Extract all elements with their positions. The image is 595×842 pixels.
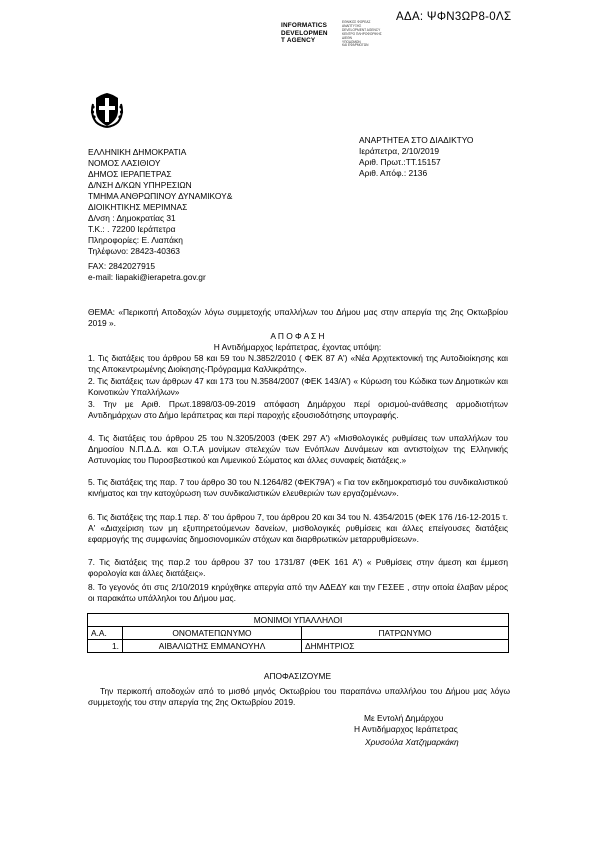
- logo-line: T AGENCY: [281, 37, 316, 45]
- header-line: ΤΜΗΜΑ ΑΝΘΡΩΠΙΝΟΥ ΔΥΝΑΜΙΚΟΥ&: [88, 191, 233, 201]
- list-item: 1. Τις διατάξεις του άρθρου 58 και 59 του Ν.3852/2010 ( ΦΕΚ 87 Α') «Νέα Αρχιτεκτονική της Αυτοδιοίκησης και της Αποκεντρωμένης Διοίκησης-Πρόγραμμα Καλλικράτης».: [88, 353, 508, 374]
- signature-name: Χρυσούλα Χατζημαρκάκη: [365, 737, 459, 747]
- table-row: [88, 640, 509, 653]
- logo-small-line: ΥΠΟΔΟΜΩΝ: [342, 39, 361, 44]
- logo-small-line: ΚΕΝΤΡΟ ΠΛΗΡΟΦΟΡΙΚΗΣ: [342, 31, 382, 36]
- table-header-row: [88, 627, 509, 640]
- cell-aa: 1.: [88, 640, 123, 653]
- protocol-number: Αριθ. Πρωτ.:ΤΤ.15157: [359, 157, 441, 167]
- cell-father: ΔΗΜΗΤΡΙΟΣ: [302, 640, 509, 653]
- left-header: [88, 147, 232, 283]
- list-item: 8. Το γεγονός ότι στις 2/10/2019 κηρύχθηκε απεργία από την ΑΔΕΔΥ και την ΓΕΣΕΕ , στην οποία έλαβαν μέρος οι παρακάτω υπάλληλοι του Δήμου μας.: [88, 582, 508, 603]
- list-item: 4. Τις διατάξεις του άρθρου 25 του Ν.3205/2003 (ΦΕΚ 297 Α') «Μισθολογικές ρυθμίσεις των υπαλλήλων του Δημοσίου Ν.Π.Δ.Δ. και Ο.Τ.Α μονίμων στελεχών των Ενόπλων Δυνάμεων και αντιστοίχων της Ελληνικής Αστυνομίας του Πυροσβεστικού και Λιμενικού Σώματος και άλλες συναφείς διατάξεις.»: [88, 433, 508, 465]
- list-item: 6. Τις διατάξεις της παρ.1 περ. δ' του άρθρου 7, του άρθρου 20 και 34 του Ν. 4354/2015 (ΦΕΚ 176 /16-12-2015 τ. Α' «Διαχείριση των μη εξυπηρετούμενων δανείων, μισθολογικές ρυθμίσεις και άλλες επείγουσες διατάξεις εφαρμογής της συμφωνίας δημοσιονομικών στόχων και διαρθρωτικών μεταρρυθμίσεων».: [88, 512, 508, 544]
- ada-code: ΑΔΑ: ΨΦΝ3ΩΡ8-0ΛΣ: [396, 11, 512, 23]
- intro-line: Η Αντιδήμαρχος Ιεράπετρας, έχοντας υπόψη:: [213, 342, 382, 352]
- col-header-name: ΟΝΟΜΑΤΕΠΩΝΥΜΟ: [123, 627, 302, 640]
- header-line: e-mail: liapaki@ierapetra.gov.gr: [88, 272, 206, 282]
- logo-line: DEVELOPMEN: [281, 29, 328, 37]
- table-title: ΜΟΝΙΜΟΙ ΥΠΑΛΛΗΛΟΙ: [88, 614, 509, 627]
- header-line: FAX: 2842027915: [88, 261, 156, 271]
- header-line: Πληροφορίες: Ε. Λιαπάκη: [88, 235, 183, 245]
- agency-logo-small-text: [342, 21, 382, 48]
- signature-role: Η Αντιδήμαρχος Ιεράπετρας: [354, 724, 458, 734]
- list-item: 2. Τις διατάξεις των άρθρων 47 και 173 του Ν.3584/2007 (ΦΕΚ 143/Α') « Κύρωση του Κώδικα των Δημοτικών και Κοινοτικών Υπαλλήλων»: [88, 376, 508, 397]
- agency-logo-text: [281, 22, 328, 45]
- col-header-aa: Α.Α.: [88, 627, 123, 640]
- signature-authority: Με Εντολή Δημάρχου: [364, 713, 444, 723]
- posting-note: ΑΝΑΡΤΗΤΕΑ ΣΤΟ ΔΙΑΔΙΚΤΥΟ: [359, 135, 474, 145]
- logo-small-line: DEVELOPMENT AGENCY: [342, 27, 381, 32]
- header-line: ΝΟΜΟΣ ΛΑΣΙΘΙΟΥ: [88, 158, 161, 168]
- logo-small-line: ΑΝΑΠΤΥΞΗΣ: [342, 23, 362, 28]
- logo-small-line: ΕΘΝΙΚΟΣ ΦΟΡΕΑΣ: [342, 20, 371, 24]
- decide-title: ΑΠΟΦΑΣΙΖΟΥΜΕ: [263, 671, 332, 681]
- list-item: 3. Την με Αριθ. Πρωτ.1898/03-09-2019 απόφαση Δημάρχου περί ορισμού-ανάθεσης αρμοδιοτήτων Αντιδημάρχων στο Δήμο Ιεράπετρας και περί παροχής εξουσιοδότησης υπογραφής.: [88, 399, 508, 420]
- list-item: 5. Τις διατάξεις της παρ. 7 του άρθρο 30 του Ν.1264/82 (ΦΕΚ79Α') « Για τον εκδημοκρατισμό του συνδικαλιστικού κινήματος και την κατοχύρωση των συνδικαλιστικών ελευθεριών των εργαζομένων».: [88, 477, 508, 498]
- logo-line: INFORMATICS: [281, 22, 328, 29]
- table-title-row: [88, 614, 509, 627]
- right-header: [359, 135, 473, 179]
- logo-small-line: ΚΑΙ ΕΦΑΡΜΟΓΩΝ: [342, 43, 369, 48]
- header-line: Τ.Κ.: . 72200 Ιεράπετρα: [88, 224, 176, 234]
- list-item: 7. Τις διατάξεις της παρ.2 του άρθρου 37 του 1731/87 (ΦΕΚ 161 Α') « Ρυθμίσεις στην άμεση και έμμεση φορολογία και άλλες διατάξεις».: [88, 557, 508, 578]
- col-header-father: ΠΑΤΡΩΝΥΜΟ: [302, 627, 509, 640]
- decide-text: Την περικοπή αποδοχών από το μισθό μηνός Οκτωβρίου του παραπάνω υπαλλήλου του Δήμου μας λόγω συμμετοχής του στην απεργία της 2ης Οκτωβρίου 2019.: [88, 686, 510, 707]
- header-line: ΕΛΛΗΝΙΚΗ ΔΗΜΟΚΡΑΤΙΑ: [88, 147, 187, 157]
- header-line: ΔΗΜΟΣ ΙΕΡΑΠΕΤΡΑΣ: [88, 169, 172, 179]
- logo-small-line: ΔΙΕΘΝ: [342, 35, 352, 40]
- subject: ΘΕΜΑ: «Περικοπή Αποδοχών λόγω συμμετοχής υπαλλήλων του Δήμου μας στην απεργία της 2ης Οκτωβρίου 2019 ».: [88, 307, 508, 328]
- decision-number: Αριθ. Απόφ.: 2136: [359, 168, 428, 178]
- greek-emblem-icon: [90, 92, 124, 133]
- header-line: ΔΙΟΙΚΗΤΙΚΗΣ ΜΕΡΙΜΝΑΣ: [88, 202, 188, 212]
- employees-table: [87, 613, 509, 653]
- place-date: Ιεράπετρα, 2/10/2019: [359, 146, 440, 156]
- decision-title: Α Π Ο Φ Α Σ Η: [270, 331, 325, 341]
- cell-name: ΑΙΒΑΛΙΩΤΗΣ ΕΜΜΑΝΟΥΗΛ: [123, 640, 302, 653]
- header-line: Δ/νση : Δημοκρατίας 31: [88, 213, 176, 223]
- header-line: Δ/ΝΣΗ Δ/ΚΩΝ ΥΠΗΡΕΣΙΩΝ: [88, 180, 192, 190]
- header-line: Τηλέφωνο: 28423-40363: [88, 246, 180, 256]
